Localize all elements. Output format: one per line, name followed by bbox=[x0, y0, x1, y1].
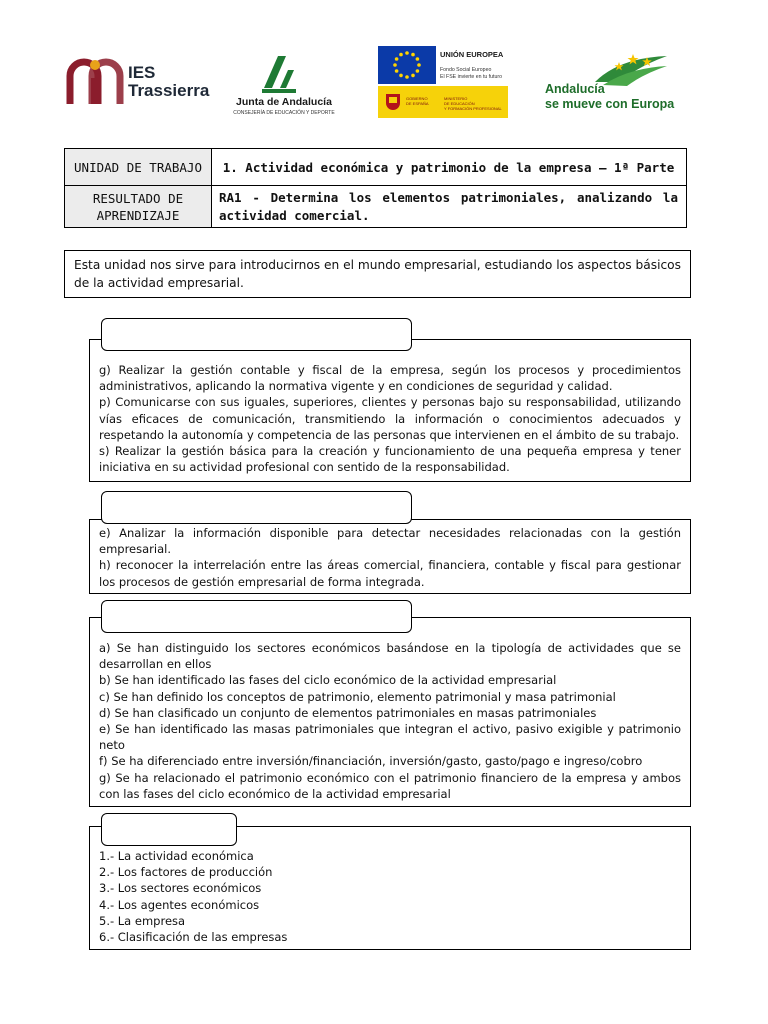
andalucia-europa-logo bbox=[543, 52, 675, 116]
gobierno-espana-band bbox=[378, 86, 508, 118]
list-item: c) Se han definido los conceptos de patrimonio, elemento patrimonial y masa patrimonial bbox=[99, 689, 616, 704]
junta-name: Junta de Andalucía bbox=[236, 96, 332, 108]
unit-header-table bbox=[64, 148, 687, 228]
eu-title: UNIÓN EUROPEA bbox=[440, 50, 504, 59]
list-item: 1.- La actividad económica bbox=[99, 849, 254, 863]
spain-shield-icon bbox=[384, 92, 402, 112]
list-item: s) Realizar la gestión básica para la creación y funcionamiento de una pequeña empresa y tener iniciativa en su actividad profesional con sentido de la responsabilidad. bbox=[99, 444, 681, 475]
section-header-tab-4 bbox=[101, 813, 237, 846]
section-competences bbox=[89, 519, 691, 594]
junta-subtitle: CONSEJERÍA DE EDUCACIÓN Y DEPORTE bbox=[233, 110, 335, 116]
list-item: a) Se han distinguido los sectores económicos basándose en la tipología de actividades que se desarrollan en ellos bbox=[99, 641, 681, 672]
list-item: e) Se han identificado las masas patrimoniales que integran el activo, pasivo exigible y patrimonio neto bbox=[99, 722, 681, 753]
unit-title: 1. Actividad económica y patrimonio de la empresa – 1ª Parte bbox=[222, 159, 675, 175]
list-item: f) Se ha diferenciado entre inversión/financiación, inversión/gasto, gasto/pago e ingreso/cobro bbox=[99, 754, 643, 769]
section-objectives-general bbox=[89, 339, 691, 482]
junta-andalucia-logo bbox=[228, 52, 340, 118]
unit-row bbox=[65, 149, 686, 186]
ies-trassierra-logo bbox=[66, 56, 210, 106]
andalucia-line2: se mueve con Europa bbox=[545, 97, 675, 111]
result-description: RA1 - Determina los elementos patrimoniales, analizando la actividad comercial. bbox=[219, 190, 678, 223]
junta-logo-mark bbox=[258, 52, 300, 94]
list-item: g) Se ha relacionado el patrimonio económico con el patrimonio financiero de la empresa y ambos con las fases del ciclo económico de la actividad empresarial bbox=[99, 770, 681, 801]
list-item: d) Se han clasificado un conjunto de elementos patrimoniales en masas patrimoniales bbox=[99, 705, 597, 720]
ies-logo-mark bbox=[66, 58, 124, 106]
gobierno-label: GOBIERNO DE ESPAÑA bbox=[406, 96, 429, 106]
list-item: e) Analizar la información disponible para detectar necesidades relacionadas con la gestión empresarial. bbox=[99, 526, 681, 557]
ies-line2: Trassierra bbox=[128, 81, 210, 100]
ies-line1: IES bbox=[128, 63, 156, 82]
list-item: p) Comunicarse con sus iguales, superiores, clientes y personas bajo su responsabilidad, utilizando vías eficaces de comunicación, transmitiendo la información o conocimientos adecuados y respetando la autonomía y competencia de las personas que intervienen en el ámbito de su trabajo. bbox=[99, 395, 681, 442]
andalucia-line1: Andalucía bbox=[545, 82, 605, 96]
eu-flag-icon bbox=[378, 46, 436, 84]
section-evaluation-criteria bbox=[89, 617, 691, 807]
list-item: 4.- Los agentes económicos bbox=[99, 897, 260, 912]
list-item: 5.- La empresa bbox=[99, 913, 186, 928]
section-header-tab-3 bbox=[101, 600, 412, 633]
list-item: b) Se han identificado las fases del ciclo económico de la actividad empresarial bbox=[99, 673, 557, 688]
result-row bbox=[65, 186, 686, 227]
result-label: RESULTADO DE APRENDIZAJE bbox=[65, 186, 212, 227]
section-header-tab-1 bbox=[101, 318, 412, 351]
eu-subtitle-1: Fondo Social Europeo bbox=[440, 67, 492, 73]
list-item: 3.- Los sectores económicos bbox=[99, 881, 262, 896]
eu-subtitle-2: El FSE invierte en tu futuro bbox=[440, 74, 502, 80]
ministerio-label: MINISTERIO DE EDUCACIÓN Y FORMACIÓN PROFESIONAL bbox=[444, 96, 502, 111]
intro-box: Esta unidad nos sirve para introducirnos en el mundo empresarial, estudiando los aspectos básicos de la actividad empresarial. bbox=[64, 250, 691, 298]
list-item: h) reconocer la interrelación entre las áreas comercial, financiera, contable y fiscal para gestionar los procesos de gestión empresarial de forma integrada. bbox=[99, 558, 681, 589]
list-item: g) Realizar la gestión contable y fiscal de la empresa, según los procesos y procedimientos administrativos, aplicando la normativa vigente y en condiciones de seguridad y calidad. bbox=[99, 363, 681, 394]
list-item: 6.- Clasificación de las empresas bbox=[99, 930, 288, 945]
section-header-tab-2 bbox=[101, 491, 412, 524]
eu-fse-logo bbox=[378, 46, 510, 120]
list-item: 2.- Los factores de producción bbox=[99, 865, 273, 880]
unit-label: UNIDAD DE TRABAJO bbox=[65, 149, 212, 185]
